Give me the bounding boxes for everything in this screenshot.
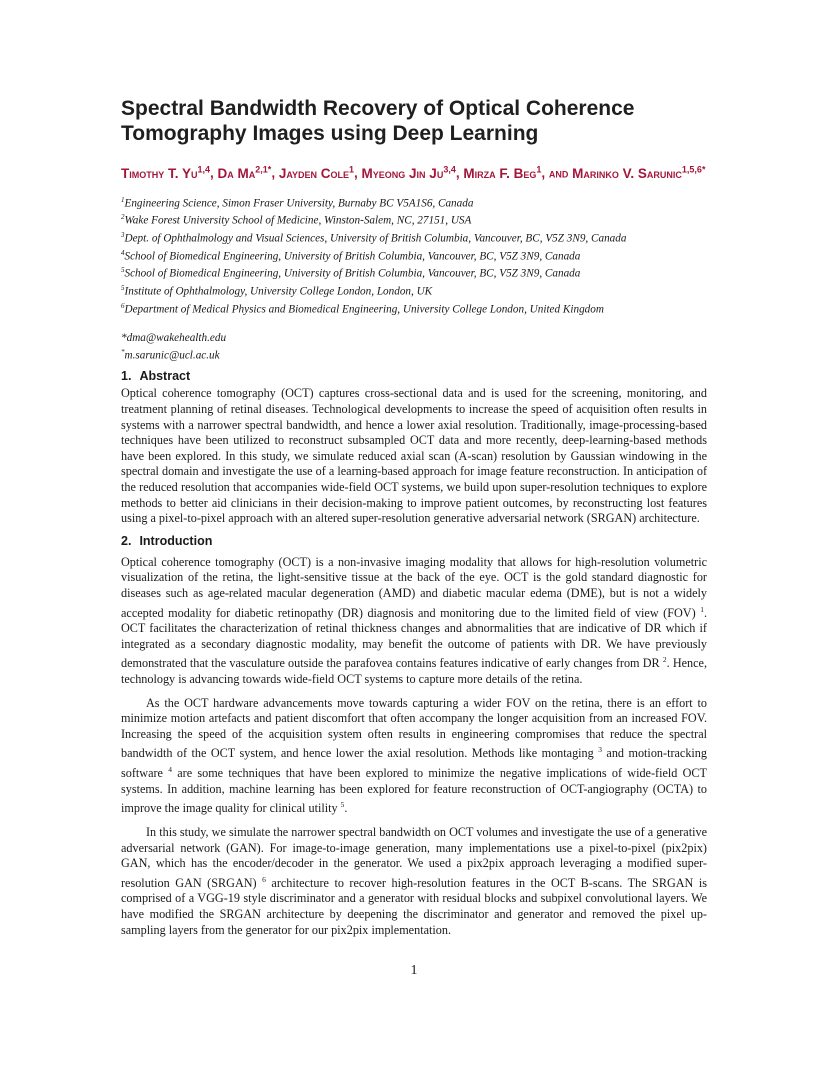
paper-page bbox=[121, 96, 707, 938]
affiliation: $^3$Dept. of Ophthalmology and Visual Sciences, University of British Columbia, Vancouver, BC, V5Z 3N9, Canada bbox=[121, 230, 627, 245]
contact-email[interactable]: *m.sarunic@ucl.ac.uk bbox=[121, 347, 220, 362]
author: Myeong Jin Ju$^{3,4}$ bbox=[361, 164, 456, 181]
abstract-text: Optical coherence tomography (OCT) captures cross-sectional data and is used for the screening, monitoring, and treatment planning of retinal diseases. Technological developments to increase the speed of acquisition often results in systems with a narrower spectral bandwidth, and hence a lower axial resolution. Traditionally, image-processing-based techniques have been utilized to reconstruct subsampled OCT data and more recently, deep-learning-based methods have been explored. In this study, we simulate reduced axial scan (A-scan) resolution by Gaussian windowing in the spectral domain and investigate the use of a learning-based approach for image feature reconstruction. In anticipation of the reduced resolution that accompanies wide-field OCT systems, we build upon super-resolution techniques to explore methods to better aid clinicians in their decision-making to improve patient outcomes, by reconstructing lost features using a pixel-to-pixel approach with an altered super-resolution generative adversarial network (SRGAN) architecture. bbox=[121, 386, 707, 526]
affiliation: $^2$Wake Forest University School of Medicine, Winston-Salem, NC, 27151, USA bbox=[121, 213, 472, 227]
citation-ref[interactable]: 1 bbox=[700, 604, 704, 614]
affiliation: $^6$Department of Medical Physics and Biomedical Engineering, University College London, United Kingdom bbox=[121, 301, 604, 316]
affiliation: $^4$School of Biomedical Engineering, University of British Columbia, Vancouver, BC, V5Z 3N9, Canada bbox=[121, 248, 581, 263]
citation-ref[interactable]: 3 bbox=[598, 745, 602, 755]
page-number: 1 bbox=[410, 963, 418, 978]
author: Marinko V. Sarunic$^{1,5,6*}$ bbox=[572, 164, 706, 181]
author-list: Timothy T. Yu$^{1,4}$, Da $Ma^{2,1*}$, Jayden Cole$^1$, Myeong Jin Ju$^{3,4}$, Mirza F. Beg$^1$, and Marinko V. Sarunic$^{1,5,6*}$ bbox=[121, 164, 706, 181]
author: Timothy T. Yu$^{1,4}$ bbox=[121, 164, 211, 181]
intro-paragraph-2: As the OCT hardware advancements move towards capturing a wider FOV on the retina, there is an effort to minimize motion artefacts and patient discomfort that often accompany the longer acquisition from an increased FOV. Increasing the speed of the acquisition system often results in engineering compromises that reduce the spectral bandwidth of the OCT system, and hence lower the axial resolution. Methods like montaging $^3$ and motion-tracking software $^4$ are some techniques that have been explored to minimize the negative implications of wide-field OCT systems. In addition, machine learning has been explored for feature reconstruction of OCT-angiography (OCTA) to improve the image quality for clinical utility $^5$. bbox=[121, 695, 707, 816]
paper-title: Spectral Bandwidth Recovery of Optical Coherence Tomography Images using Deep Learning bbox=[121, 97, 635, 145]
author: Jayden Cole$^1$ bbox=[278, 164, 355, 181]
citation-ref[interactable]: 5 bbox=[340, 800, 345, 810]
intro-paragraph-1: Optical coherence tomography (OCT) is a non-invasive imaging modality that allows for high-resolution volumetric visualization of the retina, the light-sensitive tissue at the back of the eye. OCT is the gold standard diagnostic for diseases such as age-related macular degeneration (AMD) and diabetic macular edema (DME), but is not a widely accepted modality for diabetic retinopathy (DR) diagnosis and monitoring due to the limited field of view (FOV) $^1$. OCT facilitates the characterization of retinal thickness changes and abnormalities that are indicative of DR which if integrated as a secondary diagnostic modality, may benefit the outcome of patients with DR. We have previously demonstrated that the vasculature outside the parafovea contains features indicative of early changes from DR $^2$. Hence, technology is advancing towards wide-field OCT systems to capture more details of the retina. bbox=[121, 554, 707, 686]
affiliation: $^5$Institute of Ophthalmology, University College London, London, UK bbox=[121, 284, 433, 298]
contact-list bbox=[121, 331, 707, 363]
introduction-heading: 2. Introduction bbox=[121, 533, 213, 548]
affiliation: $^1$Engineering Science, Simon Fraser University, Burnaby BC V5A1S6, Canada bbox=[121, 195, 474, 210]
citation-ref[interactable]: 2 bbox=[662, 655, 667, 665]
author: Da $Ma^{2,1*}$ bbox=[217, 164, 272, 181]
author: Mirza F. Beg$^1$ bbox=[463, 164, 542, 181]
citation-ref[interactable]: 4 bbox=[168, 765, 172, 775]
contact-email[interactable]: *dma@wakehealth.edu bbox=[121, 331, 227, 344]
citation-ref[interactable]: 6 bbox=[262, 874, 266, 884]
affiliation-list bbox=[121, 193, 707, 317]
authors-and: and bbox=[548, 165, 569, 181]
abstract-heading: 1. Abstract bbox=[121, 369, 191, 384]
affiliation: $^5$School of Biomedical Engineering, University of British Columbia, Vancouver, BC, V5Z 3N9, Canada bbox=[121, 266, 581, 281]
intro-paragraph-3: In this study, we simulate the narrower spectral bandwidth on OCT volumes and investigate the use of a generative adversarial network (GAN). For image-to-image generation, many implementations use a pixel-to-pixel (pix2pix) GAN, which has the encoder/decoder in the generator. We used a pix2pix approach leveraging a modified super-resolution GAN (SRGAN) $^6$ architecture to recover high-resolution features in the OCT B-scans. The SRGAN is comprised of a VGG-19 style discriminator and a generator with residual blocks and subpixel convolutional layers. We have modified the SRGAN architecture by deepening the discriminator and generator and removed the pixel up-sampling layers from the generator for our pix2pix implementation. bbox=[121, 824, 707, 937]
